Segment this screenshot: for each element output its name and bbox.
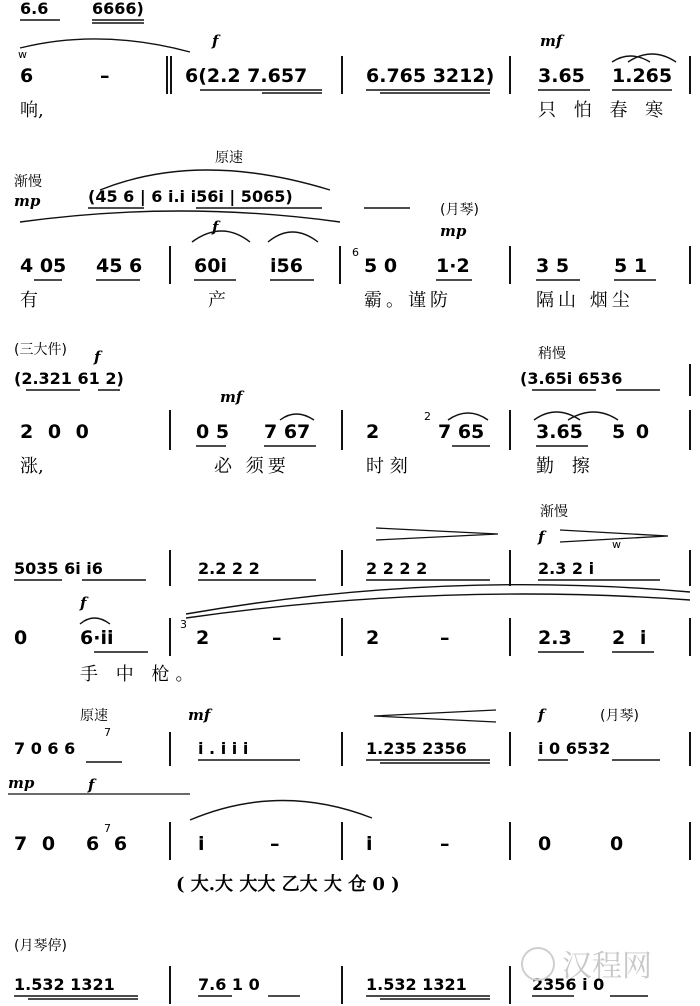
note: – (440, 833, 450, 855)
svg-text:7: 7 (104, 822, 111, 835)
svg-text:3: 3 (180, 618, 187, 631)
watermark (522, 948, 652, 984)
slur-mark (192, 231, 250, 242)
note: 3.65 (536, 421, 583, 443)
note: 6 (20, 65, 34, 87)
slur-mark (186, 594, 690, 618)
note: 5 0 (364, 255, 398, 277)
dynamic-mark: mf (220, 388, 243, 406)
accomp-note: 5035 6i i6 (14, 559, 103, 578)
svg-text:7: 7 (104, 726, 111, 739)
svg-text:2: 2 (424, 410, 431, 423)
accomp-line: (2.321 61 2) (14, 369, 124, 388)
note: 2 (366, 421, 380, 443)
lyric: 只 怕 春 寒 (538, 100, 670, 121)
accomp-note: i . i i i (198, 739, 249, 758)
dynamic-mark: mf (188, 706, 211, 724)
score-row-5 (14, 706, 690, 766)
note: 2 0 0 (20, 421, 93, 443)
tempo-mark: 渐慢 (14, 174, 42, 190)
note: 6 6 (86, 833, 132, 855)
note: 7 65 (438, 421, 485, 443)
dynamic-mark: f (538, 528, 545, 546)
note: – (440, 627, 450, 649)
note: 3.65 (538, 65, 585, 87)
instrument-mark: (月琴) (440, 202, 479, 218)
tempo-mark: 渐慢 (540, 504, 568, 520)
accomp-note: 2.2 2 2 (198, 559, 260, 578)
lyric: 响, (20, 100, 44, 121)
slur-mark (20, 211, 340, 222)
lyric: 霸。谨防 (364, 290, 452, 311)
note: 2 i (612, 627, 651, 649)
lyric: 有 (20, 290, 38, 311)
dynamic-mark: f (94, 348, 101, 366)
instrument-mark: (三大件) (14, 342, 67, 358)
score-row-6 (8, 774, 690, 895)
dynamic-mark: mf (540, 32, 563, 50)
dynamic-mark: f (80, 594, 87, 612)
slur-mark (186, 585, 690, 614)
svg-text:w: w (612, 538, 621, 551)
note: 5 0 (612, 421, 652, 443)
lyric: 产 (208, 290, 226, 311)
note: 45 6 (96, 255, 143, 277)
note: 5 1 (614, 255, 648, 277)
slur-mark (268, 232, 318, 242)
accomp-line: (3.65i 6536 (520, 369, 623, 388)
note: 2 (196, 627, 210, 649)
note: 0 (14, 627, 28, 649)
note: 6(2.2 7.657 (185, 65, 308, 87)
note: 1.265 (612, 65, 673, 87)
slur-mark (80, 618, 110, 624)
note: – (272, 627, 282, 649)
tempo-mark: 原速 (80, 708, 108, 724)
watermark-text: 汉程网 (562, 949, 652, 984)
accomp-note: 2 2 2 2 (366, 559, 428, 578)
score-row-2 (14, 149, 690, 311)
accomp-note: 1.532 1321 (366, 975, 467, 994)
note: 0 (610, 833, 624, 855)
svg-text:w: w (18, 48, 27, 61)
note: i (198, 833, 205, 855)
tempo-mark: 稍慢 (538, 346, 566, 362)
slur-mark (612, 56, 650, 62)
note: 0 5 (196, 421, 230, 443)
slur-mark (448, 413, 488, 420)
dynamic-mark: f (88, 776, 95, 794)
hairpin-mark (374, 710, 496, 722)
accomp-line: (45 6 | 6 i.i i56i | 5065) (88, 187, 293, 206)
note: 7 0 (14, 833, 60, 855)
score-row-1 (18, 0, 690, 121)
note: 2.3 (538, 627, 572, 649)
note: – (100, 65, 110, 87)
note: 6.765 3212) (366, 65, 495, 87)
dynamic-mark: mp (8, 774, 35, 792)
accomp-note: 1.532 1321 (14, 975, 115, 994)
accomp-note: 1.235 2356 (366, 739, 467, 758)
lyric: 隔山 烟尘 (536, 290, 634, 311)
note: 60i (194, 255, 227, 277)
percussion-line: ( 大.大 大大 乙大 大 仓 0 ) (176, 874, 400, 895)
slur-mark (280, 414, 314, 420)
slur-mark (20, 39, 190, 52)
slur-mark (628, 54, 676, 62)
note: i (366, 833, 373, 855)
note: – (270, 833, 280, 855)
score-row-3 (14, 341, 690, 477)
note: 1·2 (436, 255, 470, 277)
accomp-note: 2.3 2 i (538, 559, 595, 578)
dynamic-mark: mp (440, 222, 467, 240)
dynamic-mark: f (212, 32, 219, 50)
accomp-note: 6.6 (20, 0, 49, 18)
lyric: 必 须要 (214, 456, 290, 477)
note: i56 (270, 255, 303, 277)
tempo-mark: 原速 (215, 150, 243, 166)
note: 3 5 (536, 255, 570, 277)
accomp-note: 7.6 1 0 (198, 975, 260, 994)
slur-mark (534, 412, 580, 420)
lyric: 手 中 枪。 (80, 664, 200, 685)
hairpin-mark (376, 528, 498, 540)
accomp-note: 6666) (92, 0, 144, 18)
accomp-note: 2356 i 0 (532, 975, 605, 994)
note: 7 67 (264, 421, 311, 443)
slur-mark (190, 800, 372, 820)
score-row-4 (14, 503, 690, 685)
lyric: 涨, (20, 456, 44, 477)
instrument-mark: (月琴) (600, 708, 639, 724)
dynamic-mark: mp (14, 192, 41, 210)
accomp-note: 7 0 6 6 (14, 739, 76, 758)
dynamic-mark: f (212, 218, 219, 236)
dynamic-mark: f (538, 706, 545, 724)
lyric: 勤 擦 (536, 456, 596, 477)
lyric: 时 刻 (366, 456, 408, 477)
instrument-mark: (月琴停) (14, 938, 67, 954)
note: 2 (366, 627, 380, 649)
svg-text:6: 6 (352, 246, 359, 259)
note: 0 (538, 833, 552, 855)
note: 4 05 (20, 255, 67, 277)
accomp-note: i 0 6532 (538, 739, 611, 758)
slur-mark (568, 412, 618, 420)
note: 6·ii (80, 627, 114, 649)
